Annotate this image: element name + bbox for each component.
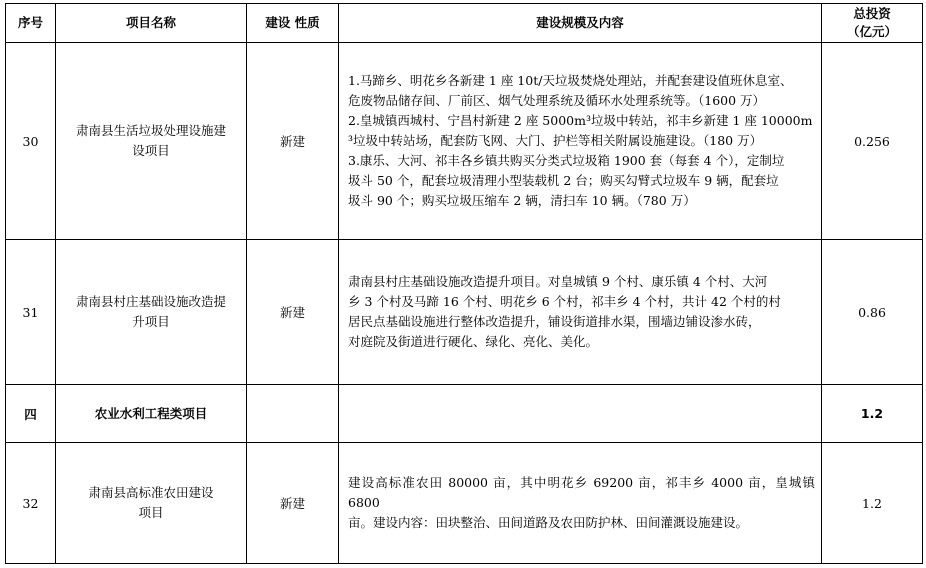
cell-seq: 32 xyxy=(6,443,56,564)
header-seq: 序号 xyxy=(6,4,56,43)
table-row xyxy=(6,43,923,240)
cell-seq: 四 xyxy=(6,385,56,443)
header-content: 建设规模及内容 xyxy=(339,4,822,43)
cell-content xyxy=(339,385,822,443)
name-line: 肃南县生活垃圾处理设施建 xyxy=(75,123,226,138)
cell-seq: 31 xyxy=(6,240,56,385)
cell-type: 新建 xyxy=(247,43,339,240)
content-line: ³垃圾中转站场，配套防飞网、大门、护栏等相关附属设施建设。（180 万） xyxy=(348,133,763,148)
cell-type xyxy=(247,385,339,443)
cell-amount: 1.2 xyxy=(822,385,923,443)
content-line: 亩。建设内容：田块整治、田间道路及农田防护林、田间灌溉设施建设。 xyxy=(348,515,749,530)
name-line: 肃南县高标准农田建设 xyxy=(88,485,214,500)
content-line: 乡 3 个村及马蹄 16 个村、明花乡 6 个村，祁丰乡 4 个村，共计 42 个村的村 xyxy=(348,294,781,309)
header-amount xyxy=(822,4,923,43)
header-row xyxy=(6,4,923,43)
name-line: 升项目 xyxy=(132,314,170,329)
content-line: 圾斗 90 个；购买垃圾压缩车 2 辆，清扫车 10 辆。（780 万） xyxy=(348,193,696,208)
header-amount-line2: （亿元） xyxy=(846,24,897,39)
cell-type: 新建 xyxy=(247,240,339,385)
project-table xyxy=(5,3,923,564)
name-line: 农业水利工程类项目 xyxy=(94,405,208,421)
content-line: 建设高标准农田 80000 亩，其中明花乡 69200 亩，祁丰乡 4000 亩，皇城镇 6800 xyxy=(348,475,815,510)
content-line: 肃南县村庄基础设施改造提升项目。对皇城镇 9 个村、康乐镇 4 个村、大河 xyxy=(348,274,768,289)
name-line: 设项目 xyxy=(132,143,170,158)
section-row xyxy=(6,385,923,443)
name-line: 肃南县村庄基础设施改造提 xyxy=(75,294,226,309)
cell-seq: 30 xyxy=(6,43,56,240)
header-type: 建设 性质 xyxy=(247,4,339,43)
header-amount-line1: 总投资 xyxy=(853,6,891,21)
cell-type: 新建 xyxy=(247,443,339,564)
header-name: 项目名称 xyxy=(56,4,247,43)
content-line: 2.皇城镇西城村、宁昌村新建 2 座 5000m³垃圾中转站，祁丰乡新建 1 座 10000m xyxy=(348,113,813,128)
content-line: 居民点基础设施进行整体改造提升，铺设街道排水渠，围墙边铺设渗水砖， xyxy=(348,314,761,329)
name-line: 项目 xyxy=(138,505,164,520)
content-line: 危废物品储存间、厂前区、烟气处理系统及循环水处理系统等。（1600 万） xyxy=(348,93,766,108)
cell-amount: 0.86 xyxy=(822,240,923,385)
table-row xyxy=(6,240,923,385)
content-line: 1.马蹄乡、明花乡各新建 1 座 10t/天垃圾焚烧处理站，并配套建设值班休息室、 xyxy=(348,73,793,88)
cell-content xyxy=(339,443,822,564)
content-line: 圾斗 50 个，配套垃圾清理小型装载机 2 台；购买勾臂式垃圾车 9 辆，配套垃 xyxy=(348,173,779,188)
cell-amount: 0.256 xyxy=(822,43,923,240)
table-row xyxy=(6,443,923,564)
cell-amount: 1.2 xyxy=(822,443,923,564)
content-line: 3.康乐、大河、祁丰各乡镇共购买分类式垃圾箱 1900 套（每套 4 个），定制垃 xyxy=(348,153,785,168)
content-line: 对庭院及街道进行硬化、绿化、亮化、美化。 xyxy=(348,334,599,349)
cell-name xyxy=(56,443,247,564)
cell-name xyxy=(56,43,247,240)
cell-content xyxy=(339,43,822,240)
cell-name xyxy=(56,385,247,443)
cell-content xyxy=(339,240,822,385)
cell-name xyxy=(56,240,247,385)
